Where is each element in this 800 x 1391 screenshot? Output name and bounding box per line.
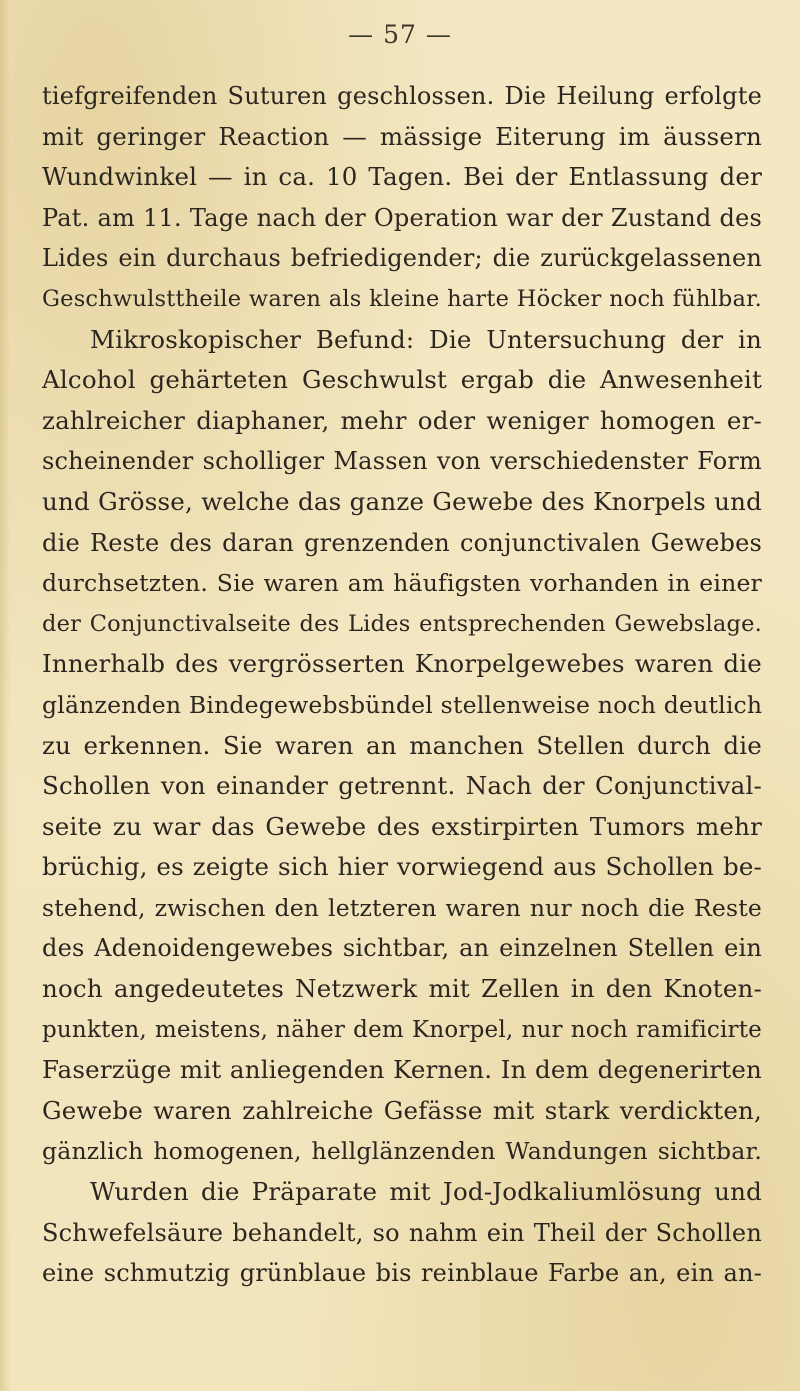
scan-edge-shadow [0,0,10,1391]
text-line: Wundwinkel — in ca. 10 Tagen. Bei der Entlassung der [42,162,762,192]
text-line: tiefgreifenden Suturen geschlossen. Die Heilung erfolgte [42,82,762,110]
text-line: Lides ein durchaus befriedigender; die zurückgelassenen [42,244,762,273]
text-line: des Adenoidengewebes sichtbar, an einzelnen Stellen ein [42,934,762,963]
text-line: stehend, zwischen den letzteren waren nur noch die Reste [42,893,762,922]
text-line: brüchig, es zeigte sich hier vorwiegend aus Schollen be- [42,852,762,882]
text-line: noch angedeutetes Netzwerk mit Zellen in den Knoten- [42,974,762,1004]
text-line: Schollen von einander getrennt. Nach der Conjunctival- [42,771,762,801]
text-line-paragraph-start: Wurden die Präparate mit Jod-Jodkaliumlösung und [90,1177,762,1207]
text-line: Schwefelsäure behandelt, so nahm ein Theil der Schollen [42,1218,762,1247]
text-line: Faserzüge mit anliegenden Kernen. In dem degenerirten [42,1055,762,1085]
text-line: Gewebe waren zahlreiche Gefässe mit stark verdickten, [42,1095,762,1125]
page-number: — 57 — [348,20,452,49]
text-line: zahlreicher diaphaner, mehr oder weniger homogen er- [42,405,762,435]
body-text [42,76,762,1294]
text-line: Geschwulsttheile waren als kleine harte Höcker noch fühlbar. [42,285,762,312]
text-line: und Grösse, welche das ganze Gewebe des Knorpels und [42,486,762,516]
text-line: seite zu war das Gewebe des exstirpirten Tumors mehr [42,811,762,841]
text-line: Alcohol gehärteten Geschwulst ergab die Anwesenheit [42,365,762,395]
text-line: punkten, meistens, näher dem Knorpel, nur noch ramificirte [42,1016,762,1043]
text-line: glänzenden Bindegewebsbündel stellenweise noch deutlich [42,690,762,719]
text-line: der Conjunctivalseite des Lides entsprechenden Gewebslage. [42,610,762,637]
text-line: durchsetzten. Sie waren am häufigsten vorhanden in einer [42,569,762,598]
text-line: Innerhalb des vergrösserten Knorpelgewebes waren die [42,649,762,679]
text-line: gänzlich homogenen, hellglänzenden Wandungen sichtbar. [42,1137,762,1166]
text-line: mit geringer Reaction — mässige Eiterung im äussern [42,121,762,151]
text-line: eine schmutzig grünblaue bis reinblaue Farbe an, ein an- [42,1259,762,1288]
text-line: zu erkennen. Sie waren an manchen Stellen durch die [42,730,762,760]
text-line: die Reste des daran grenzenden conjunctivalen Gewebes [42,528,762,557]
text-line: scheinender scholliger Massen von verschiedenster Form [42,447,762,476]
text-line: Pat. am 11. Tage nach der Operation war der Zustand des [42,203,762,232]
text-line-paragraph-start: Mikroskopischer Befund: Die Untersuchung der in [90,324,762,354]
